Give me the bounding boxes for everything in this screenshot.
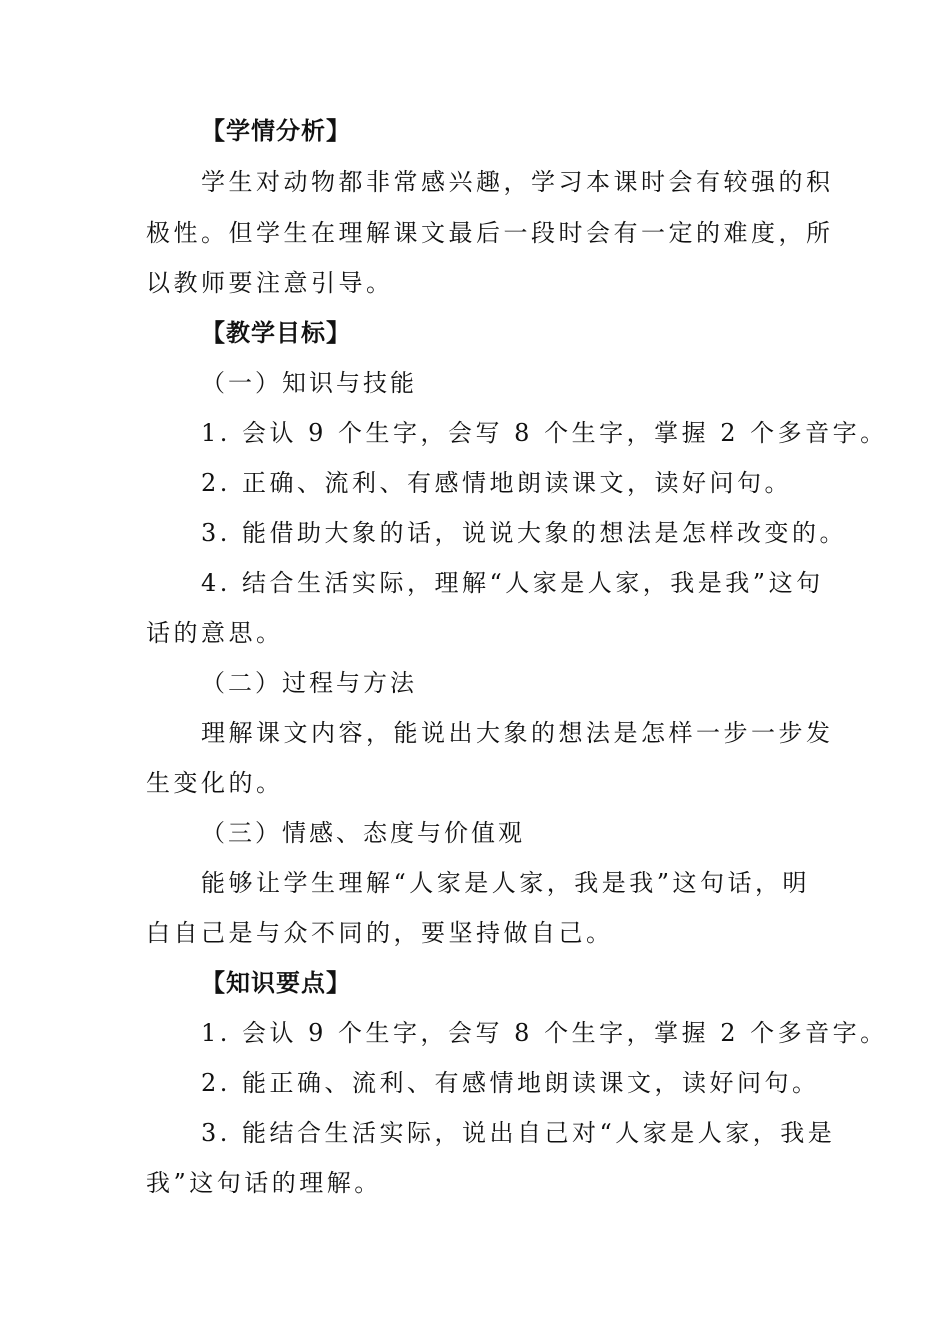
subheading-process-method: （二）过程与方法 — [201, 669, 417, 697]
paragraph-line: 理解课文内容，能说出大象的想法是怎样一步一步发 — [201, 719, 834, 747]
list-item: 3. 能借助大象的话，说说大象的想法是怎样改变的。 — [201, 519, 848, 547]
list-item: 1. 会认 9 个生字，会写 8 个生字，掌握 2 个多音字。 — [201, 1019, 888, 1047]
paragraph-line: 白自己是与众不同的，要坚持做自己。 — [146, 919, 614, 947]
subheading-knowledge-skills: （一）知识与技能 — [201, 369, 417, 397]
paragraph-line: 极性。但学生在理解课文最后一段时会有一定的难度，所 — [146, 219, 834, 247]
list-item-continuation: 我”这句话的理解。 — [146, 1169, 382, 1197]
list-item: 2. 正确、流利、有感情地朗读课文，读好问句。 — [201, 469, 793, 497]
paragraph-line: 学生对动物都非常感兴趣，学习本课时会有较强的积 — [201, 168, 834, 196]
paragraph-line: 能够让学生理解“人家是人家，我是我”这句话，明 — [201, 869, 811, 897]
paragraph-line: 生变化的。 — [146, 769, 284, 797]
heading-key-points: 【知识要点】 — [201, 969, 351, 997]
subheading-emotion-values: （三）情感、态度与价值观 — [201, 819, 525, 847]
list-item: 2. 能正确、流利、有感情地朗读课文，读好问句。 — [201, 1069, 820, 1097]
paragraph-line: 以教师要注意引导。 — [146, 269, 394, 297]
list-item-continuation: 话的意思。 — [146, 619, 284, 647]
list-item: 3. 能结合生活实际，说出自己对“人家是人家，我是 — [201, 1119, 836, 1147]
heading-learning-analysis: 【学情分析】 — [201, 117, 351, 145]
list-item: 1. 会认 9 个生字，会写 8 个生字，掌握 2 个多音字。 — [201, 419, 888, 447]
heading-teaching-goals: 【教学目标】 — [201, 319, 351, 347]
list-item: 4. 结合生活实际，理解“人家是人家，我是我”这句 — [201, 569, 824, 597]
